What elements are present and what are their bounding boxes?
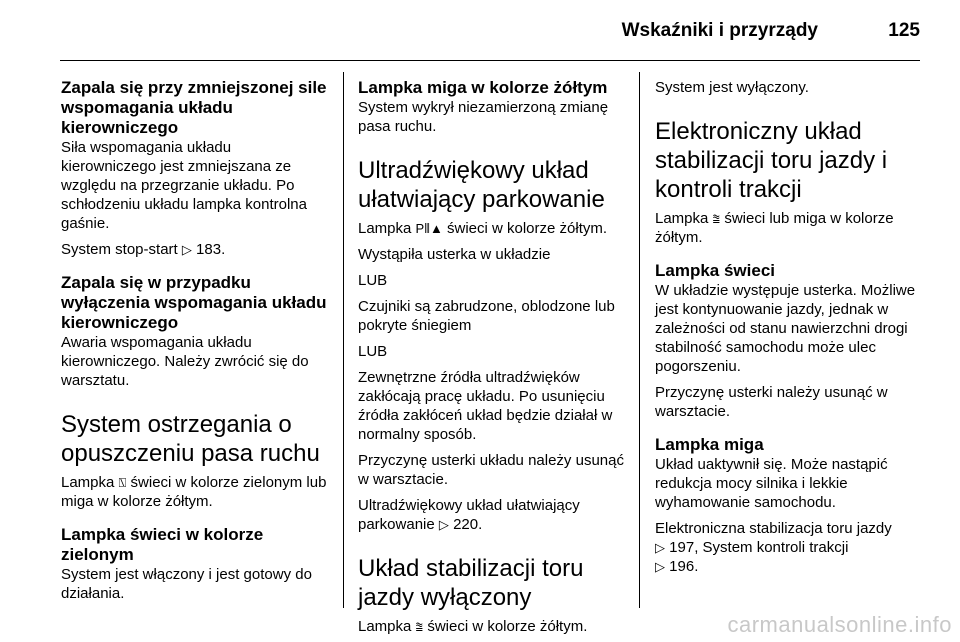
page-ref-arrow-icon: ▷ [655, 559, 665, 574]
paragraph: Siła wspomagania układu kierowniczego jest zmniejszana ze względu na przegrzanie układu. Po schłodzeniu układu lampka kontrolna gaśnie. [61, 139, 307, 232]
page-number: 125 [888, 20, 920, 41]
paragraph: Awaria wspomagania układu kierowniczego. Należy zwrócić się do warsztatu. [61, 334, 309, 389]
paragraph: Przyczynę usterki należy usunąć w warsztacie. [655, 384, 888, 420]
paragraph: Zewnętrzne źródła ultradźwięków zakłócają pracę układu. Po usunięciu źródła zakłóceń układ będzie działał w normalny sposób. [358, 369, 613, 443]
page-ref[interactable]: 196. [669, 558, 699, 575]
paragraph-esc-refs: Elektroniczna stabilizacja toru jazdy ▷ 197, System kontroli trakcji ▷ 196. [655, 520, 892, 575]
page-ref-arrow-icon: ▷ [655, 540, 665, 555]
paragraph-parking-ref: Ultradźwiękowy układ ułatwiający parkowanie ▷ 220. [358, 497, 580, 533]
paragraph-lane-icon: Lampka ⍂ świeci w kolorze zielonym lub miga w kolorze żółtym. [61, 474, 327, 510]
subheading-steering-reduced: Zapala się przy zmniejszonej sile wspomagania układu kierowniczego [61, 78, 327, 137]
paragraph-stop-start [61, 240, 329, 259]
page-ref[interactable]: 197, System kontroli trakcji [669, 539, 849, 556]
watermark: carmanualsonline.info [727, 612, 952, 637]
paragraph: W układzie występuje usterka. Możliwe jest kontynuowanie jazdy, jednak w zależności od stanu nawierzchni drogi stabilność samochodu może ulec pogorszeniu. [655, 282, 916, 375]
subheading-lamp-blinks: Lampka miga [655, 435, 764, 454]
section-title-parking: Ultradźwiękowy układ ułatwiający parkowanie [358, 157, 605, 213]
lane-departure-icon: ⍂ [118, 475, 127, 490]
header-rule [60, 60, 920, 61]
column-divider-2 [639, 72, 640, 608]
esc-icon: ⩰ [712, 211, 721, 226]
paragraph: System jest wyłączony. [655, 79, 809, 96]
column-3 [655, 78, 925, 576]
esc-off-icon: ⩰ [415, 619, 424, 634]
column-2 [358, 78, 630, 636]
paragraph: LUB [358, 343, 388, 360]
paragraph-esc-off-icon: Lampka ⩰ świeci w kolorze żółtym. [358, 618, 588, 635]
page-ref[interactable]: 183. [196, 241, 226, 258]
subheading-lamp-on: Lampka świeci [655, 261, 776, 280]
page-ref[interactable]: 220. [453, 516, 483, 533]
subheading-lamp-yellow: Lampka miga w kolorze żółtym [358, 78, 608, 97]
column-divider-1 [343, 72, 344, 608]
page-ref-arrow-icon: ▷ [438, 517, 449, 532]
paragraph: Układ uaktywnił się. Może nastąpić redukcja mocy silnika i lekkie wyhamowanie samochodu. [655, 456, 888, 511]
parking-assist-icon: P⦀▲ [415, 221, 443, 236]
paragraph: Wystąpiła usterka w układzie [358, 246, 551, 263]
paragraph-parking-icon: Lampka P⦀▲ świeci w kolorze żółtym. [358, 220, 608, 237]
subheading-lamp-green: Lampka świeci w kolorze zielonym [61, 525, 264, 564]
page-header [0, 0, 960, 62]
page-title: Wskaźniki i przyrządy [621, 20, 818, 41]
paragraph: Przyczynę usterki układu należy usunąć w warsztacie. [358, 452, 624, 488]
paragraph: LUB [358, 272, 388, 289]
paragraph: System jest włączony i jest gotowy do działania. [61, 566, 312, 602]
paragraph-esc-icon: Lampka ⩰ świeci lub miga w kolorze żółtym. [655, 210, 894, 246]
page-ref-arrow-icon: ▷ [181, 242, 192, 257]
section-title-lane-departure: System ostrzegania o opuszczeniu pasa ruchu [61, 411, 320, 467]
section-title-esc: Elektroniczny układ stabilizacji toru jazdy i kontroli trakcji [655, 118, 888, 203]
subheading-steering-off: Zapala się w przypadku wyłączenia wspomagania układu kierowniczego [61, 273, 327, 332]
section-title-esc-off: Układ stabilizacji toru jazdy wyłączony [358, 555, 584, 611]
column-1 [61, 78, 329, 603]
paragraph: System wykrył niezamierzoną zmianę pasa ruchu. [358, 99, 609, 135]
paragraph: Czujniki są zabrudzone, oblodzone lub pokryte śniegiem [358, 298, 615, 334]
link-text: System stop-start [61, 241, 178, 258]
